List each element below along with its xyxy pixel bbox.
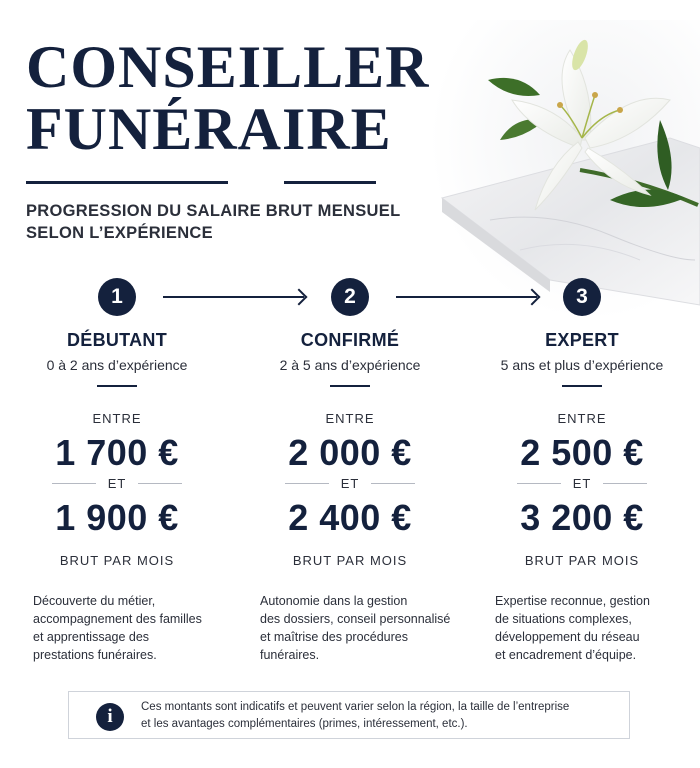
step-title: DÉBUTANT xyxy=(66,330,168,350)
step-description-debutant xyxy=(33,592,213,664)
and-separator xyxy=(0,476,234,491)
step-title: EXPERT xyxy=(545,330,619,350)
salary-unit: BRUT PAR MOIS xyxy=(292,553,408,568)
description-line: de situations complexes, xyxy=(495,612,632,626)
step-divider xyxy=(562,385,602,387)
description-line: et maîtrise des procédures xyxy=(260,630,408,644)
and-separator xyxy=(233,476,467,491)
step-number-badge: 3 xyxy=(563,278,601,316)
lily-flower-image xyxy=(430,20,700,320)
disclaimer-line: Ces montants sont indicatifs et peuvent varier selon la région, la taille de l’entreprise xyxy=(141,701,570,713)
step-description-confirme xyxy=(260,592,460,664)
page-title xyxy=(26,36,429,160)
salary-unit: BRUT PAR MOIS xyxy=(524,553,640,568)
step-number-badge: 2 xyxy=(331,278,369,316)
description-line: prestations funéraires. xyxy=(33,648,157,662)
subtitle-line-2: SELON L’EXPÉRIENCE xyxy=(26,224,213,242)
step-experience: 5 ans et plus d’expérience xyxy=(500,357,664,373)
step-confirme xyxy=(233,278,467,568)
step-debutant xyxy=(0,278,234,568)
separator-line xyxy=(517,483,561,484)
separator-line xyxy=(52,483,96,484)
description-line: Autonomie dans la gestion xyxy=(260,594,408,608)
subtitle-line-1: PROGRESSION DU SALAIRE BRUT MENSUEL xyxy=(26,202,401,220)
salary-min: 2 000 € xyxy=(288,432,412,473)
and-label: ET xyxy=(572,476,592,491)
salary-min: 2 500 € xyxy=(520,432,644,473)
salary-min: 1 700 € xyxy=(55,432,179,473)
description-line: accompagnement des familles xyxy=(33,612,202,626)
info-icon: i xyxy=(96,703,124,731)
step-title: CONFIRMÉ xyxy=(300,330,400,350)
separator-line xyxy=(138,483,182,484)
disclaimer-text xyxy=(141,699,569,733)
title-underline xyxy=(26,181,376,184)
between-label: ENTRE xyxy=(92,411,142,426)
and-separator xyxy=(465,476,699,491)
between-label: ENTRE xyxy=(325,411,375,426)
step-experience: 0 à 2 ans d’expérience xyxy=(46,357,188,373)
step-expert xyxy=(465,278,699,568)
separator-line xyxy=(603,483,647,484)
page-subtitle xyxy=(26,200,446,244)
separator-line xyxy=(285,483,329,484)
separator-line xyxy=(371,483,415,484)
salary-max: 3 200 € xyxy=(520,497,644,538)
salary-max: 2 400 € xyxy=(288,497,412,538)
description-line: funéraires. xyxy=(260,648,320,662)
step-experience: 2 à 5 ans d’expérience xyxy=(279,357,421,373)
title-underline-gap xyxy=(228,181,284,184)
salary-max: 1 900 € xyxy=(55,497,179,538)
title-line-2: FUNÉRAIRE xyxy=(26,96,392,162)
description-line: des dossiers, conseil personnalisé xyxy=(260,612,451,626)
description-line: Expertise reconnue, gestion xyxy=(495,594,650,608)
and-label: ET xyxy=(340,476,360,491)
step-divider xyxy=(330,385,370,387)
description-line: et encadrement d’équipe. xyxy=(495,648,637,662)
title-line-1: CONSEILLER xyxy=(26,34,430,100)
description-line: et apprentissage des xyxy=(33,630,150,644)
between-label: ENTRE xyxy=(557,411,607,426)
description-line: développement du réseau xyxy=(495,630,640,644)
disclaimer-note xyxy=(68,691,630,739)
and-label: ET xyxy=(107,476,127,491)
step-divider xyxy=(97,385,137,387)
salary-unit: BRUT PAR MOIS xyxy=(59,553,175,568)
step-description-expert xyxy=(495,592,675,664)
step-number-badge: 1 xyxy=(98,278,136,316)
disclaimer-line: et les avantages complémentaires (primes, intéressement, etc.). xyxy=(141,718,468,730)
description-line: Découverte du métier, xyxy=(33,594,156,608)
